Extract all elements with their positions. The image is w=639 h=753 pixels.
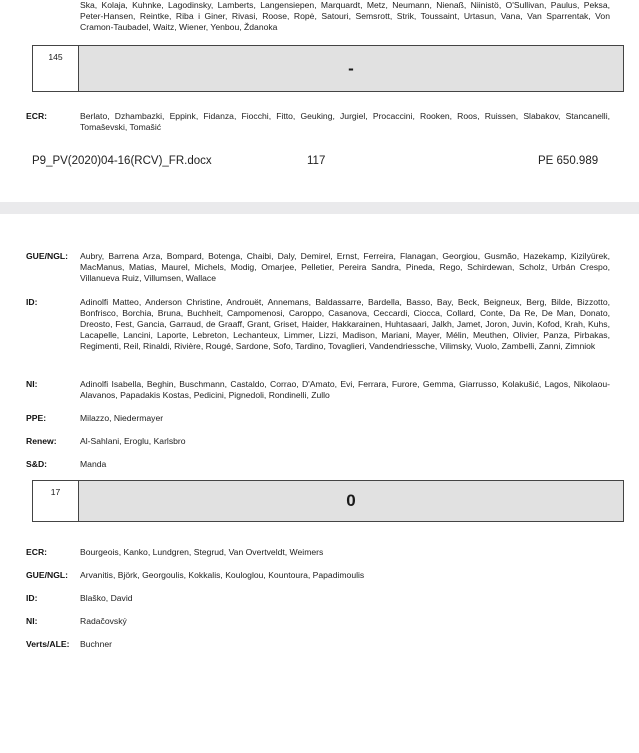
vote-box-17 (32, 480, 624, 522)
vote-box-result: 0 (79, 481, 623, 521)
group-names-renew: Al-Sahlani, Eroglu, Karlsbro (80, 436, 186, 446)
group-names-ppe: Milazzo, Niedermayer (80, 413, 164, 423)
group-names-sd: Manda (80, 459, 107, 469)
group-label-gue-ngl: GUE/NGL: (26, 251, 69, 261)
group-label-ni: NI: (26, 616, 38, 626)
document-page-1 (0, 0, 639, 202)
footer-pe-reference: PE 650.989 (538, 155, 599, 167)
group-label-gue-ngl: GUE/NGL: (26, 570, 69, 580)
vote-box-result: - (79, 46, 623, 91)
group-names-id: Blaško, David (80, 593, 133, 603)
vote-box-number: 145 (33, 46, 79, 91)
footer-doc-name: P9_PV(2020)04-16(RCV)_FR.docx (32, 155, 212, 167)
group-names-ni: Radačovský (80, 616, 127, 626)
group-label-verts-ale: Verts/ALE: (26, 639, 70, 649)
group-label-ecr: ECR: (26, 547, 48, 557)
group-label-ppe: PPE: (26, 413, 47, 423)
group-names-id: Adinolfi Matteo, Anderson Christine, Androuët, Annemans, Baldassarre, Bardella, Basso, Bay, Beck, Beigneux, Berg, Bilde, Bizzotto, Bonfrisco, Borchia, Bruna, Buchheit, Campomenosi, Caroppo, Casanova, Ceccardi, Ciocca, Collard, Conte, Da Re, De Man, Donato, Dreosto, Fest, Gancia, Garraud, de Graaff, Grant, Griset, Haider, Hakkarainen, Huhtasaari, Jalkh, Jamet, Joron, Juvin, Kofod, Krah, Kuhs, Lacapelle, Lancini, Laporte, Lebreton, Lechanteux, Limmer, Lizzi, Madison, Mariani, Mayer, Mélin, Meuthen, Olivier, Panza, Pirbakas, Regimenti, Reil, Rinaldi, Rivière, Rougé, Sardone, Sofo, Tardino, Tovaglieri, Vandendriessche, Vilimsky, Vuolo, Zambelli, Zanni, Zimniok (80, 297, 610, 351)
group-names-gue-ngl: Arvanitis, Björk, Georgoulis, Kokkalis, Kouloglou, Kountoura, Papadimoulis (80, 570, 365, 580)
vote-box-number: 17 (33, 481, 79, 521)
group-names-verts-ale: Buchner (80, 639, 113, 649)
vote-box-145 (32, 45, 624, 92)
document-page-2 (0, 214, 639, 753)
page-separator (0, 202, 639, 214)
group-label-renew: Renew: (26, 436, 57, 446)
group-label-ni: NI: (26, 379, 38, 389)
group-label-id: ID: (26, 297, 38, 307)
group-label-ecr: ECR: (26, 111, 48, 121)
group-label-sd: S&D: (26, 459, 48, 469)
group-names-ni: Adinolfi Isabella, Beghin, Buschmann, Castaldo, Corrao, D'Amato, Evi, Ferrara, Furore, Gemma, Giarrusso, Kolakušić, Lagos, Nikolaou-Alavanos, Papadakis Kostas, Pedicini, Pignedoli, Rondinelli, Zullo (80, 379, 610, 400)
group-names-gue-ngl: Aubry, Barrena Arza, Bompard, Botenga, Chaibi, Daly, Demirel, Ernst, Ferreira, Flanagan, Georgiou, Gusmão, Hazekamp, Kizilyürek, MacManus, Matias, Maurel, Michels, Modig, Omarjee, Pelletier, Pereira Sandra, Pineda, Rego, Schirdewan, Scholz, Urbán Crespo, Villanueva Ruiz, Villumsen, Wallace (80, 251, 610, 283)
group-names-ecr: Berlato, Dzhambazki, Eppink, Fidanza, Fiocchi, Fitto, Geuking, Jurgiel, Procaccini, Rooken, Roos, Ruissen, Slabakov, Stancanelli, Tomaševski, Tomašić (80, 111, 610, 132)
footer-page-number: 117 (307, 155, 326, 167)
group-label-id: ID: (26, 593, 38, 603)
top-names: Ska, Kolaja, Kuhnke, Lagodinsky, Lamberts, Langensiepen, Marquardt, Metz, Neumann, Nienaß, Niinistö, O'Sullivan, Paulus, Peksa, Peter-Hansen, Reintke, Riba i Giner, Rivasi, Roose, Ropė, Satouri, Semsrott, Strik, Toussaint, Urtasun, Vana, Van Sparrentak, Von Cramon-Taubadel, Waitz, Wiener, Yenbou, Ždanoka (80, 0, 610, 32)
group-names-ecr: Bourgeois, Kanko, Lundgren, Stegrud, Van Overtveldt, Weimers (80, 547, 324, 557)
